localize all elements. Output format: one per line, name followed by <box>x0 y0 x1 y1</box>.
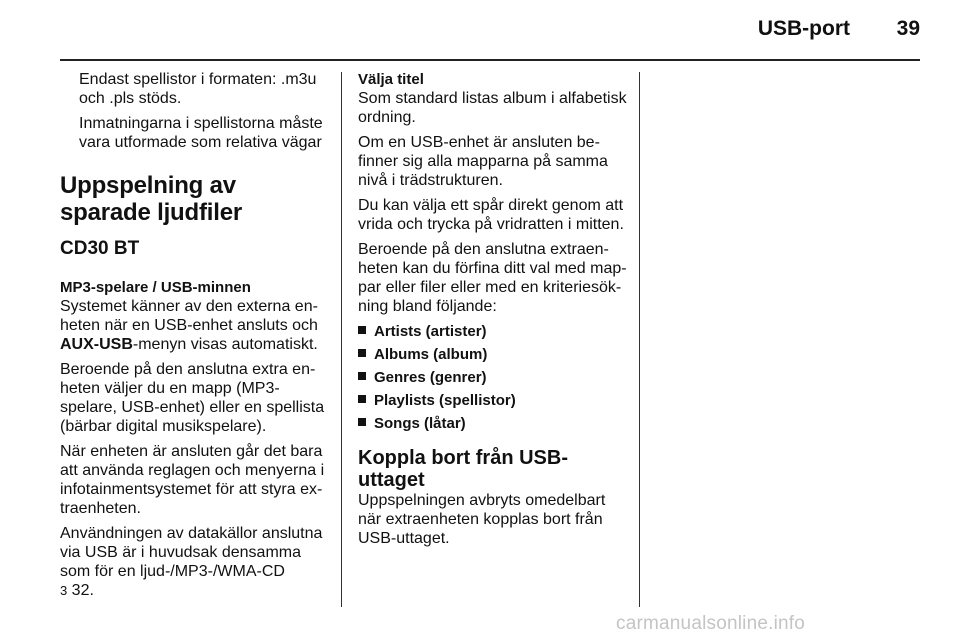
list-item <box>358 345 628 364</box>
paragraph-controls: När enheten är ansluten går det bara att använda reglagen och menyerna i infotainmentsystemet för att styra ex-traenheten. <box>60 443 325 517</box>
list-item-label: Artists (artister) <box>374 323 487 340</box>
paragraph-detection <box>60 297 328 354</box>
section-heading-disconnect: Koppla bort från USB-uttaget <box>358 447 568 491</box>
bullet-square-icon <box>358 372 366 380</box>
page-reference: 32. <box>67 582 94 599</box>
list-item <box>358 391 628 410</box>
paragraph-folders: Om en USB-enhet är ansluten be-finner sig alla mapparna på samma nivå i trädstrukturen. <box>358 134 608 189</box>
aux-usb-menu-label: AUX-USB <box>60 336 133 353</box>
list-item-label: Songs (låtar) <box>374 415 466 432</box>
page-title: USB-port <box>757 17 850 40</box>
paragraph-usage-text: Användningen av datakällor anslutna via USB är i huvudsak densamma som för en ljud-/MP3-/WMA-CD <box>60 525 323 580</box>
page-number: 39 <box>896 17 920 40</box>
list-item <box>358 414 628 433</box>
page-reference-icon: 3 <box>60 583 68 598</box>
list-item-label: Playlists (spellistor) <box>374 392 516 409</box>
paragraph-detection-text: Systemet känner av den externa en-heten när en USB-enhet ansluts och <box>60 298 318 334</box>
list-item <box>358 368 628 387</box>
list-item-label: Genres (genrer) <box>374 369 487 386</box>
intro-paragraph-2: Inmatningarna i spellistorna måste vara utformade som relativa vägar <box>79 115 323 151</box>
header-divider <box>60 59 920 61</box>
column-divider-right <box>639 72 640 607</box>
paragraph-usage <box>60 524 328 600</box>
middle-column <box>358 70 628 554</box>
intro-paragraph-1: Endast spellistor i formaten: .m3u och .pls stöds. <box>79 71 317 107</box>
bullet-square-icon <box>358 395 366 403</box>
paragraph-heading-select-title: Välja titel <box>358 71 424 88</box>
column-divider-left <box>341 72 342 607</box>
paragraph-folder-select: Beroende på den anslutna extra en-heten väljer du en mapp (MP3-spelare, USB-enhet) eller en spellista (bärbar digital musikspelare). <box>60 361 325 435</box>
paragraph-heading-mp3: MP3-spelare / USB-minnen <box>60 279 251 296</box>
watermark: carmanualsonline.info <box>616 613 806 634</box>
paragraph-detection-text-end: -menyn visas automatiskt. <box>132 336 318 353</box>
list-item <box>358 322 628 341</box>
paragraph-disconnect: Uppspelningen avbryts omedelbart när extraenheten kopplas bort från USB-uttaget. <box>358 492 606 547</box>
criteria-list <box>358 322 628 433</box>
list-item-label: Albums (album) <box>374 346 488 363</box>
subheading-model: CD30 BT <box>60 238 140 259</box>
bullet-square-icon <box>358 326 366 334</box>
paragraph-default-order: Som standard listas album i alfabetisk ordning. <box>358 90 627 126</box>
paragraph-refine: Beroende på den anslutna extraen-heten kan du förfina ditt val med map-par eller filer eller med en kriteriesök-ning bland följande: <box>358 241 627 315</box>
paragraph-direct-select: Du kan välja ett spår direkt genom att vrida och trycka på vridratten i mitten. <box>358 197 624 233</box>
left-column <box>60 70 328 606</box>
section-heading-playback: Uppspelning av sparade ljudfiler <box>60 172 242 226</box>
bullet-square-icon <box>358 349 366 357</box>
bullet-square-icon <box>358 418 366 426</box>
